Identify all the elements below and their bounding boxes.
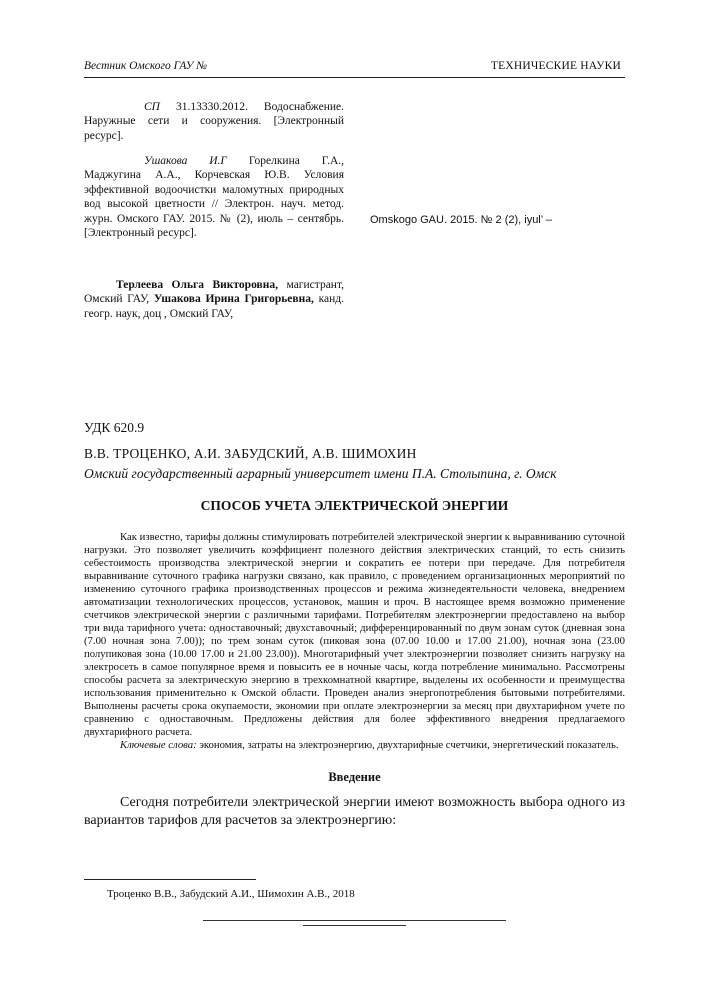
copyright-footnote: Троценко В.В., Забудский А.И., Шимохин А.В., 2018 xyxy=(107,888,355,900)
abstract-text: Как известно, тарифы должны стимулировать потребителей электрической энергии к выравниванию суточной нагрузки. Это позволяет увеличить коэффициент полезного действия электрических станций, то есть снизить себестоимость производства электрической энергии и сократить ее потери при передаче. Для потребителя выравнивание суточного графика нагрузки связано, как правило, с проведением организационных мероприятий по изменению суточного графика производственных процессов и режима жизнедеятельности человека, внедрением автоматизации технологических процессов, установок, машин и проч. В настоящее время возможно применение счетчиков электрической энергии с различными тарифами. Потребителям электроэнергии предоставлено на выбор три вида тарифного учета: одноставочный; двухставочный; дифференцированный по двум зонам суток (дневная зона (7.00 ночная зона 7.00)); по трем зонам суток (пиковая зона (07.00 10.00 и 17.00 21.00), ночная зона (23.00 полупиковая зона (10.00 17.00 и 21.00 23.00)). Многотарифный учет электроэнергии позволяет снизить нагрузку на электросеть в самое популярное время и повысить ее в ночные часы, когда потребление минимально. Рассмотрены способы расчета за электрическую энергию в трехкомнатной квартире, выделены их особенности и преимущества использования применительно к Омской области. Проведен анализ энергопотребления бытовыми потребителями. Выполнены расчеты срока окупаемости, экономии при оплате электроэнергии за месяц при двухтарифном учете по сравнению с одноставочным. Предложены действия для более эффективного внедрения предлагаемого двухтарифного расчета. xyxy=(84,531,625,738)
reference-1: СП 31.13330.2012. Водоснабжение. Наружные сети и сооружения. [Электронный ресурс]. xyxy=(84,101,344,142)
header-divider xyxy=(84,77,625,78)
journal-name: Вестник Омского ГАУ № xyxy=(84,60,208,72)
article-authors: В.В. ТРОЦЕНКО, А.И. ЗАБУДСКИЙ, А.В. ШИМОХИН xyxy=(84,446,417,461)
reference-2-transliteration: Omskogo GAU. 2015. № 2 (2), iyul’ – xyxy=(370,214,552,226)
udk-code: УДК 620.9 xyxy=(84,420,145,435)
section-heading-introduction: Введение xyxy=(328,770,381,784)
bottom-rule xyxy=(203,920,506,921)
bottom-rule-short xyxy=(303,925,406,926)
section-name: ТЕХНИЧЕСКИЕ НАУКИ xyxy=(490,60,621,72)
abstract xyxy=(84,531,625,752)
keywords: Ключевые слова: экономия, затраты на электроэнергию, двухтарифные счетчики, энергетический показатель. xyxy=(120,739,619,751)
author-info: Терлеева Ольга Викторовна, магистрант, Омский ГАУ, Ушакова Ирина Григорьевна, канд. геогр. наук, доц , Омский ГАУ, xyxy=(84,279,344,320)
footnote-divider xyxy=(84,879,256,880)
affiliation: Омский государственный аграрный университет имени П.А. Столыпина, г. Омск xyxy=(84,466,557,481)
introduction-paragraph: Сегодня потребители электрической энергии имеют возможность выбора одного из вариантов тарифов для расчетов за электроэнергию: xyxy=(84,795,625,828)
reference-2: Ушакова И.Г Горелкина Г.А., Маджугина А.А., Корчевская Ю.В. Условия эффективной водоочистки маломутных природных вод высокой цветности // Электрон. науч. метод. журн. Омского ГАУ. 2015. № (2), июль – сентябрь. [Электронный ресурс]. xyxy=(84,155,345,240)
article-title: СПОСОБ УЧЕТА ЭЛЕКТРИЧЕСКОЙ ЭНЕРГИИ xyxy=(200,498,509,513)
